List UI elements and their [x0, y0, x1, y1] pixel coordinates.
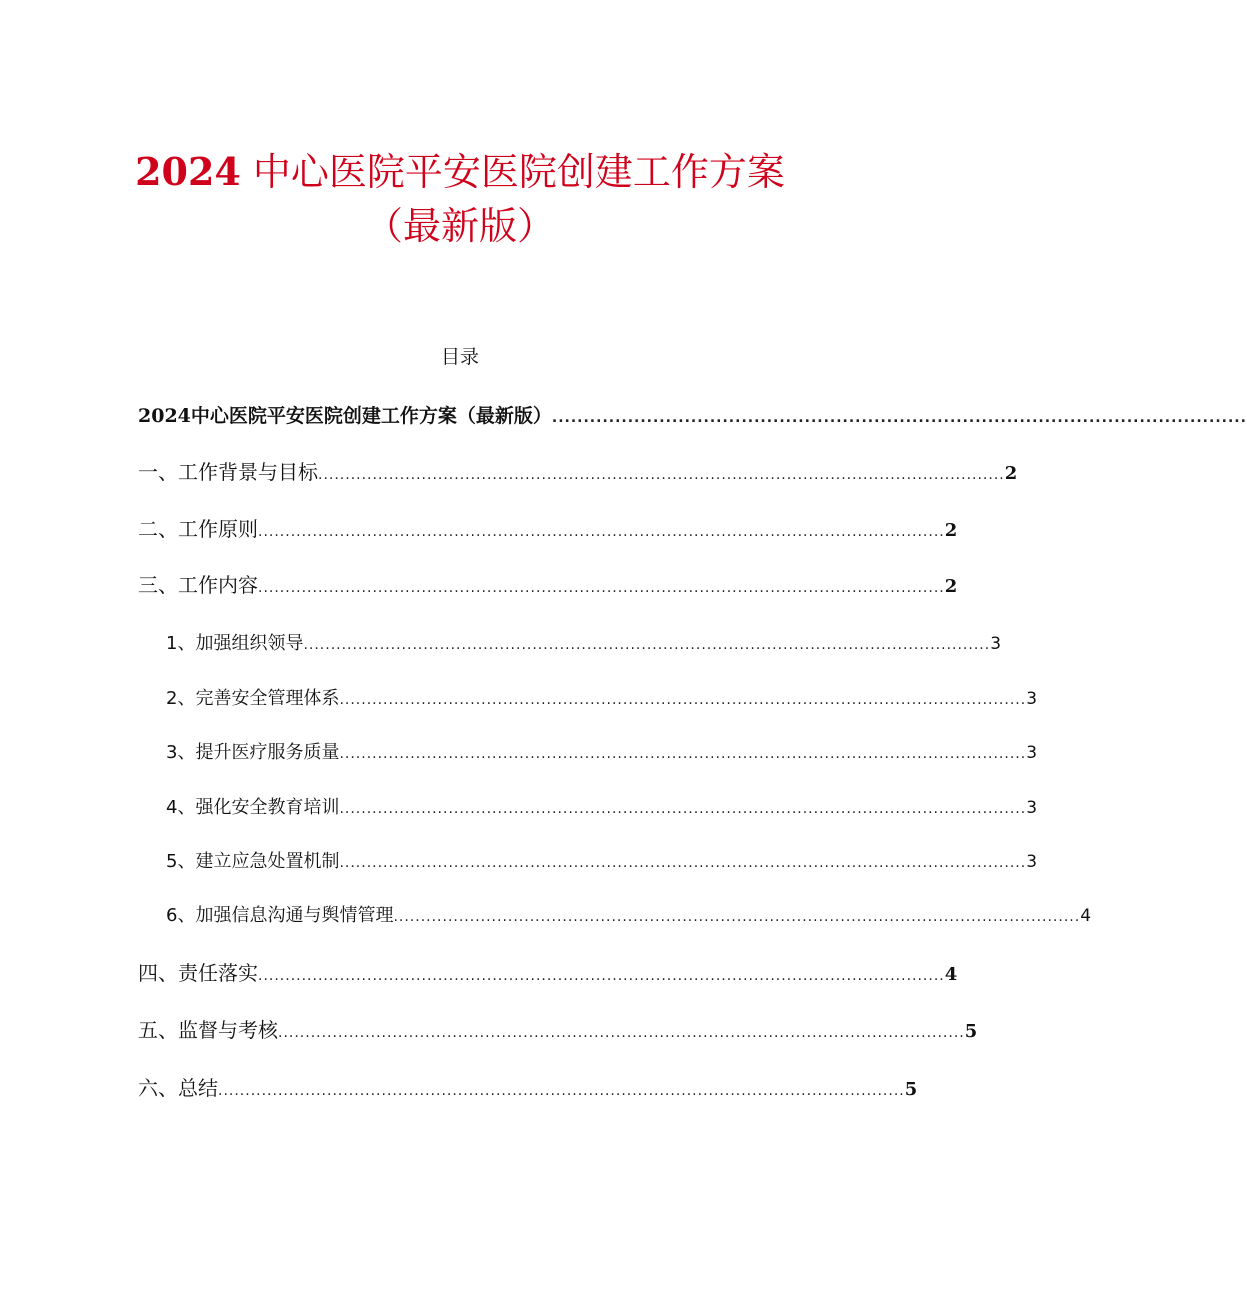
toc-entry-label: 3、提升医疗服务质量 — [166, 742, 340, 763]
toc-entry[interactable] — [138, 1073, 918, 1103]
toc-page-number: 4 — [1080, 906, 1092, 926]
toc-entry-label: 4、强化安全教育培训 — [166, 797, 340, 818]
toc-subentry[interactable] — [166, 629, 1002, 659]
toc-entry-label: 一、工作背景与目标 — [138, 460, 318, 484]
toc-page-number: 2 — [944, 576, 958, 597]
document-title-line1 — [0, 146, 920, 198]
toc-subentry[interactable] — [166, 793, 1038, 823]
toc-entry-label: 四、责任落实 — [138, 961, 258, 985]
toc-entry[interactable] — [138, 514, 958, 544]
toc-leader-dots: .............................................................................................................................. — [258, 968, 945, 984]
toc-leader-dots: .............................................................................................................................. — [339, 692, 1027, 708]
toc-entry-label: 2024中心医院平安医院创建工作方案（最新版） — [138, 405, 552, 427]
toc-leader-dots: .............................................................................................................................. — [339, 801, 1027, 817]
toc-page-number: 2 — [944, 520, 958, 541]
toc-entry[interactable] — [138, 570, 958, 600]
toc-page-number: 2 — [1004, 463, 1018, 484]
toc-entry-label: 二、工作原则 — [138, 517, 258, 541]
toc-entry-label: 6、加强信息沟通与舆情管理 — [166, 905, 394, 926]
toc-page-number: 4 — [944, 964, 958, 985]
toc-leader-dots: .............................................................................................................................. — [318, 467, 1005, 483]
toc-subentry[interactable] — [166, 684, 1038, 714]
toc-leader-dots: .............................................................................................................................. — [393, 909, 1081, 925]
toc-leader-dots: .............................................................................................................................. — [258, 524, 945, 540]
toc-subentry[interactable] — [166, 738, 1038, 768]
toc-page-number: 5 — [964, 1021, 978, 1042]
toc-entry-label: 1、加强组织领导 — [166, 633, 304, 654]
toc-page-number: 3 — [1026, 689, 1038, 709]
document-title-line2: （最新版） — [364, 204, 555, 248]
toc-page-number: 3 — [1026, 743, 1038, 763]
toc-leader-dots: .............................................................................................................................. — [258, 580, 945, 596]
toc-page-number: 3 — [1026, 798, 1038, 818]
toc-entry-label: 5、建立应急处置机制 — [166, 851, 340, 872]
toc-entry-label: 2、完善安全管理体系 — [166, 688, 340, 709]
toc-subentry[interactable] — [166, 847, 1038, 877]
toc-leader-dots: .............................................................................................................. — [551, 410, 1247, 426]
toc-leader-dots: .............................................................................................................................. — [339, 746, 1027, 762]
toc-leader-dots: .............................................................................................................................. — [303, 637, 991, 653]
toc-subentry[interactable] — [166, 901, 1092, 931]
toc-entry-label: 三、工作内容 — [138, 573, 258, 597]
toc-leader-dots: .............................................................................................................................. — [218, 1083, 905, 1099]
toc-heading: 目录 — [440, 346, 479, 368]
toc-entry[interactable] — [138, 457, 1018, 487]
toc-entry[interactable] — [138, 958, 958, 988]
toc-first-entry[interactable] — [138, 401, 1247, 431]
toc-leader-dots: .............................................................................................................................. — [278, 1025, 965, 1041]
toc-entry-label: 五、监督与考核 — [138, 1018, 278, 1042]
toc-page-number: 3 — [990, 634, 1002, 654]
title-year: 2024 — [135, 149, 241, 194]
toc-page-number: 3 — [1026, 852, 1038, 872]
toc-page-number: 5 — [904, 1079, 918, 1100]
toc-entry-label: 六、总结 — [138, 1076, 218, 1100]
toc-entry[interactable] — [138, 1015, 978, 1045]
toc-leader-dots: .............................................................................................................................. — [339, 855, 1027, 871]
title-text: 中心医院平安医院创建工作方案 — [252, 150, 785, 194]
